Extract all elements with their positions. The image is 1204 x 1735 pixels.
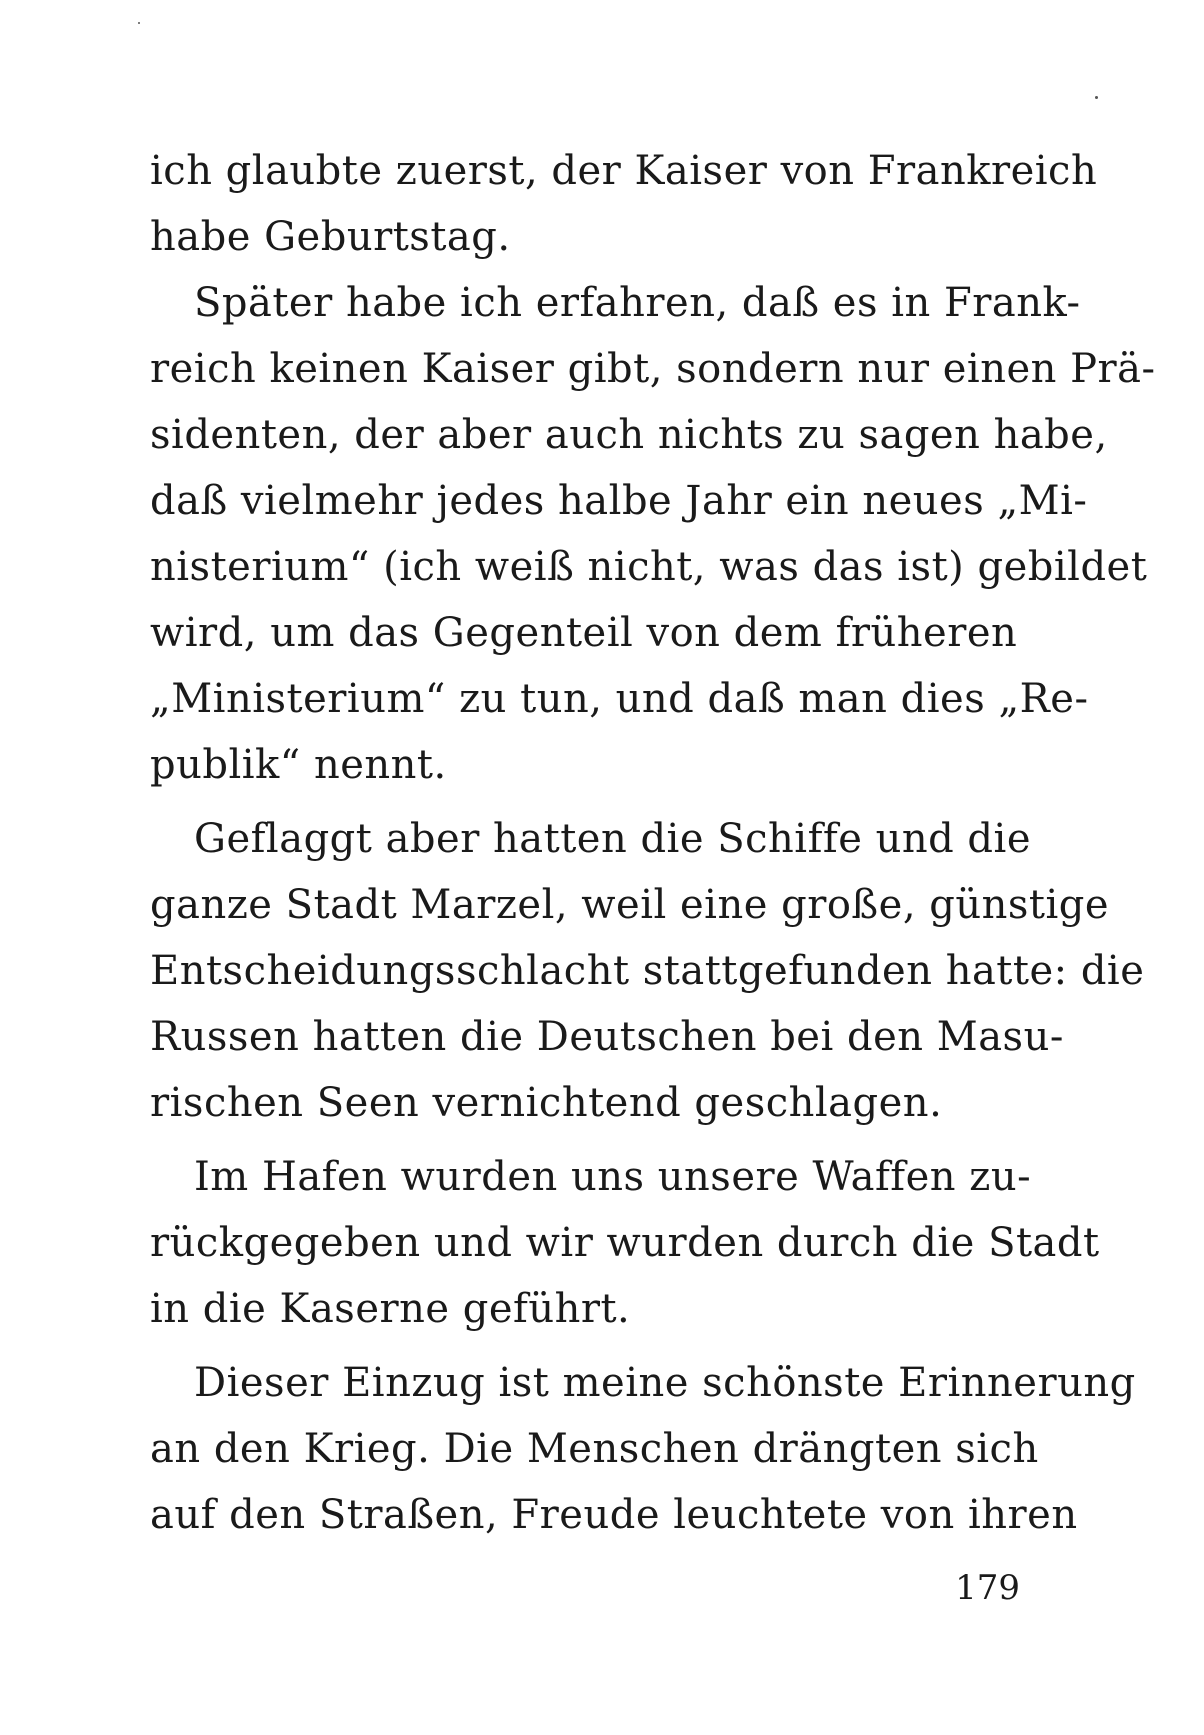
text-line: Später habe ich erfahren, daß es in Frank- bbox=[194, 280, 1081, 326]
text-line: sidenten, der aber auch nichts zu sagen habe, bbox=[150, 412, 1108, 458]
text-line: Dieser Einzug ist meine schönste Erinnerung bbox=[194, 1360, 1136, 1406]
text-line: „Ministerium“ zu tun, und daß man dies „Re- bbox=[150, 676, 1089, 722]
text-line: ganze Stadt Marzel, weil eine große, günstige bbox=[150, 882, 1110, 928]
text-line: reich keinen Kaiser gibt, sondern nur einen Prä- bbox=[150, 346, 1156, 392]
text-line: Russen hatten die Deutschen bei den Masu- bbox=[150, 1014, 1064, 1060]
text-line: publik“ nennt. bbox=[150, 742, 447, 788]
text-line: Geflaggt aber hatten die Schiffe und die bbox=[194, 816, 1031, 862]
text-line: wird, um das Gegenteil von dem früheren bbox=[150, 610, 1018, 656]
text-line: in die Kaserne geführt. bbox=[150, 1286, 631, 1332]
text-line: habe Geburtstag. bbox=[150, 214, 511, 260]
text-line: daß vielmehr jedes halbe Jahr ein neues „Mi- bbox=[150, 478, 1088, 524]
page-number: 179 bbox=[955, 1568, 1020, 1608]
text-line: Entscheidungsschlacht stattgefunden hatte: die bbox=[150, 948, 1145, 994]
text-line: auf den Straßen, Freude leuchtete von ihren bbox=[150, 1492, 1078, 1538]
text-line: nisterium“ (ich weiß nicht, was das ist) gebildet bbox=[150, 544, 1148, 590]
text-line: ich glaubte zuerst, der Kaiser von Frankreich bbox=[150, 148, 1098, 194]
scan-speck bbox=[1095, 96, 1098, 99]
text-line: rückgegeben und wir wurden durch die Stadt bbox=[150, 1220, 1100, 1266]
text-line: rischen Seen vernichtend geschlagen. bbox=[150, 1080, 943, 1126]
scan-speck bbox=[138, 22, 140, 24]
text-line: Im Hafen wurden uns unsere Waffen zu- bbox=[194, 1154, 1032, 1200]
text-line: an den Krieg. Die Menschen drängten sich bbox=[150, 1426, 1039, 1472]
